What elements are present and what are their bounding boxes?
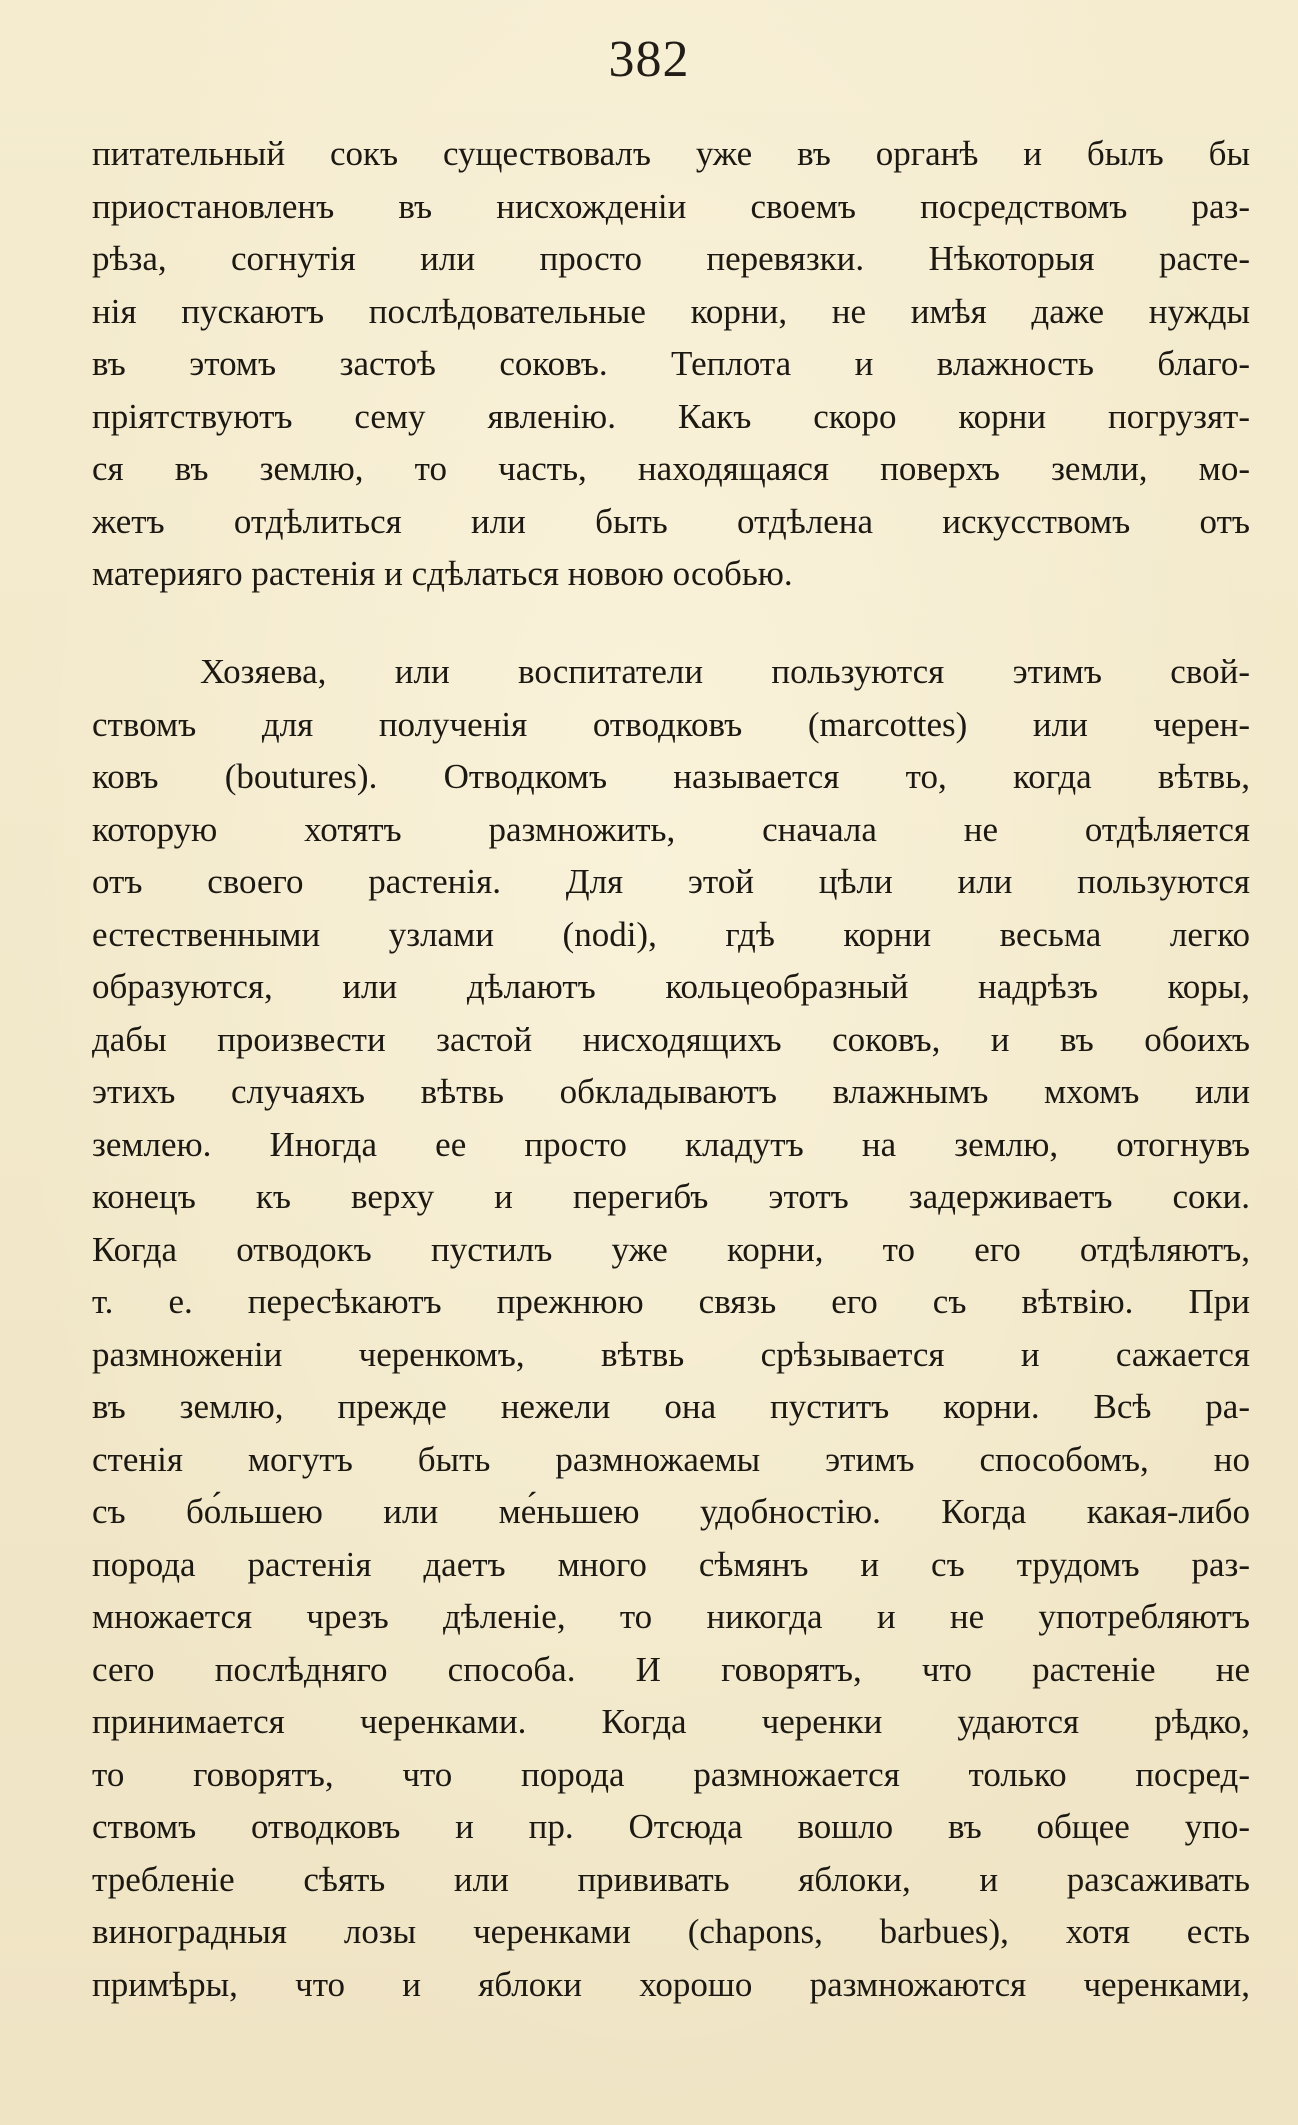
text-line: образуются, или дѣлаютъ кольцеобразный надрѣзъ коры, bbox=[92, 967, 1250, 1006]
text-line: сего послѣдняго способа. И говорятъ, что растенiе не bbox=[92, 1649, 1250, 1689]
text-line: дабы произвести застой нисходящихъ соковъ, и въ обоихъ bbox=[92, 1019, 1250, 1059]
text-line: принимается черенками. Когда черенки удаются рѣдко, bbox=[92, 1702, 1250, 1741]
text-line: ся въ землю, то часть, находящаяся поверхъ земли, мо- bbox=[92, 449, 1250, 488]
text-line: жетъ отдѣлиться или быть отдѣлена искусствомъ отъ bbox=[92, 501, 1250, 541]
text-line: т. е. пересѣкаютъ прежнюю связь его съ вѣтвiю. При bbox=[92, 1282, 1250, 1321]
text-line: виноградныя лозы черенками (chapons, barbues), хотя есть bbox=[92, 1912, 1250, 1951]
text-line: прiятствуютъ сему явленiю. Какъ скоро корни погрузят- bbox=[92, 396, 1250, 436]
text-line: примѣры, что и яблоки хорошо размножаются черенками, bbox=[92, 1964, 1250, 2004]
text-line: съ бо́льшею или ме́ньшею удобностiю. Когда какая-либо bbox=[92, 1492, 1250, 1531]
text-line: то говорятъ, что порода размножается только посред- bbox=[92, 1754, 1250, 1794]
text-line: размноженiи черенкомъ, вѣтвь срѣзывается и сажается bbox=[92, 1334, 1250, 1374]
text-line: въ этомъ застоѣ соковъ. Теплота и влажность благо- bbox=[92, 344, 1250, 383]
text-line: ковъ (boutures). Отводкомъ называется то, когда вѣтвь, bbox=[92, 757, 1250, 796]
text-line: Хозяева, или воспитатели пользуются этимъ свой- bbox=[200, 652, 1250, 691]
text-line: стенiя могутъ быть размножаемы этимъ способомъ, но bbox=[92, 1439, 1250, 1479]
text-line: землею. Иногда ее просто кладутъ на землю, отогнувъ bbox=[92, 1124, 1250, 1164]
text-line: Когда отводокъ пустилъ уже корни, то его отдѣляютъ, bbox=[92, 1229, 1250, 1269]
text-line: материяго растенiя и сдѣлаться новою особью. bbox=[92, 554, 793, 593]
page-number: 382 bbox=[608, 31, 690, 88]
text-line: которую хотятъ размножить, сначала не отдѣляется bbox=[92, 809, 1250, 849]
text-line: отъ своего растенiя. Для этой цѣли или пользуются bbox=[92, 862, 1250, 901]
text-line: порода растенiя даетъ много сѣмянъ и съ трудомъ раз- bbox=[92, 1544, 1250, 1584]
text-line: множается чрезъ дѣленiе, то никогда и не употребляютъ bbox=[92, 1597, 1250, 1636]
text-line: рѣза, согнутiя или просто перевязки. Нѣкоторыя расте- bbox=[92, 239, 1250, 278]
paragraph-2 bbox=[92, 646, 1250, 2011]
text-line: ствомъ для полученiя отводковъ (marcottes) или черен- bbox=[92, 704, 1250, 744]
text-line: питательный сокъ существовалъ уже въ органѣ и былъ бы bbox=[92, 134, 1250, 173]
text-line: въ землю, прежде нежели она пуститъ корни. Всѣ ра- bbox=[92, 1387, 1250, 1426]
text-line: нiя пускаютъ послѣдовательные корни, не имѣя даже нужды bbox=[92, 291, 1250, 331]
paragraph-1 bbox=[92, 128, 1250, 601]
text-line: ствомъ отводковъ и пр. Отсюда вошло въ общее упо- bbox=[92, 1807, 1250, 1846]
text-line: этихъ случаяхъ вѣтвь обкладываютъ влажнымъ мхомъ или bbox=[92, 1072, 1250, 1111]
text-line: требленiе сѣять или прививать яблоки, и разсаживать bbox=[92, 1859, 1250, 1899]
text-line: естественными узлами (nodi), гдѣ корни весьма легко bbox=[92, 914, 1250, 954]
text-line: приостановленъ въ нисхожденiи своемъ посредствомъ раз- bbox=[92, 186, 1250, 226]
text-line: конецъ къ верху и перегибъ этотъ задерживаетъ соки. bbox=[92, 1177, 1250, 1216]
